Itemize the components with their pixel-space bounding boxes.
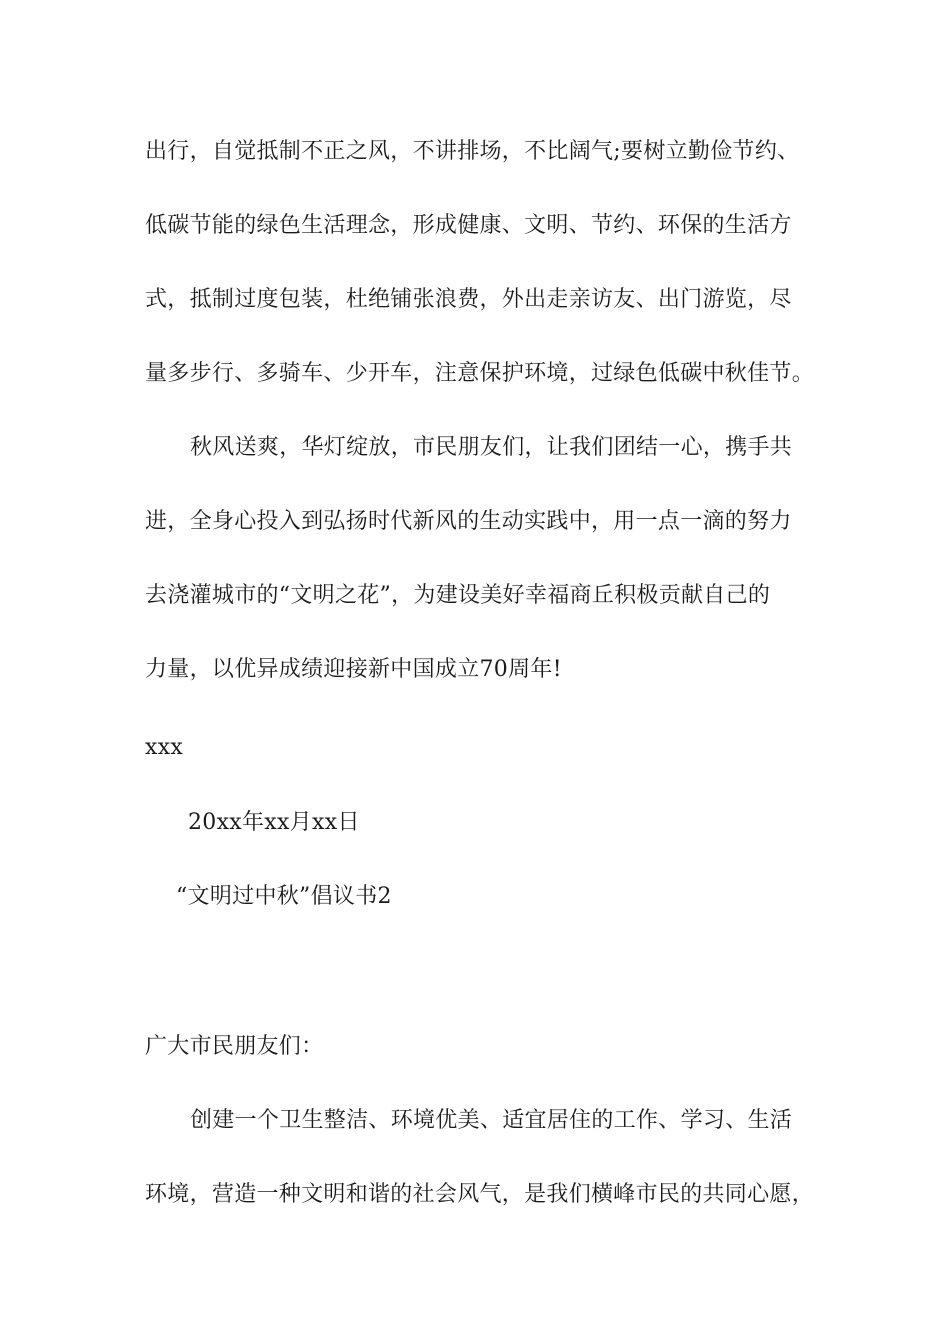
paragraph-line: 秋风送爽，华灯绽放，市民朋友们，让我们团结一心，携手共 [190, 435, 793, 460]
salutation: 广大市民朋友们： [145, 1034, 324, 1059]
paragraph-line: 出行，自觉抵制不正之风，不讲排场，不比阔气;要树立勤俭节约、 [145, 139, 800, 164]
paragraph-line: 创建一个卫生整洁、环境优美、适宜居住的工作、学习、生活 [190, 1108, 793, 1133]
paragraph-line: 力量，以优异成绩迎接新中国成立70周年! [145, 657, 562, 682]
signature-date: 20xx年xx月xx日 [188, 810, 360, 835]
paragraph-line: 低碳节能的绿色生活理念，形成健康、文明、节约、环保的生活方 [145, 213, 792, 238]
paragraph-line: 环境，营造一种文明和谐的社会风气，是我们横峰市民的共同心愿， [145, 1182, 815, 1207]
signature-name: xxx [145, 735, 184, 760]
paragraph-line: 去浇灌城市的“文明之花”，为建设美好幸福商丘积极贡献自己的 [145, 583, 771, 608]
paragraph-line: 进，全身心投入到弘扬时代新风的生动实践中，用一点一滴的努力 [145, 509, 792, 534]
paragraph-line: 式，抵制过度包装，杜绝铺张浪费，外出走亲访友、出门游览，尽 [145, 287, 792, 312]
paragraph-line: 量多步行、多骑车、少开车，注意保护环境，过绿色低碳中秋佳节。 [145, 361, 815, 386]
section-title: “文明过中秋”倡议书2 [176, 884, 392, 909]
